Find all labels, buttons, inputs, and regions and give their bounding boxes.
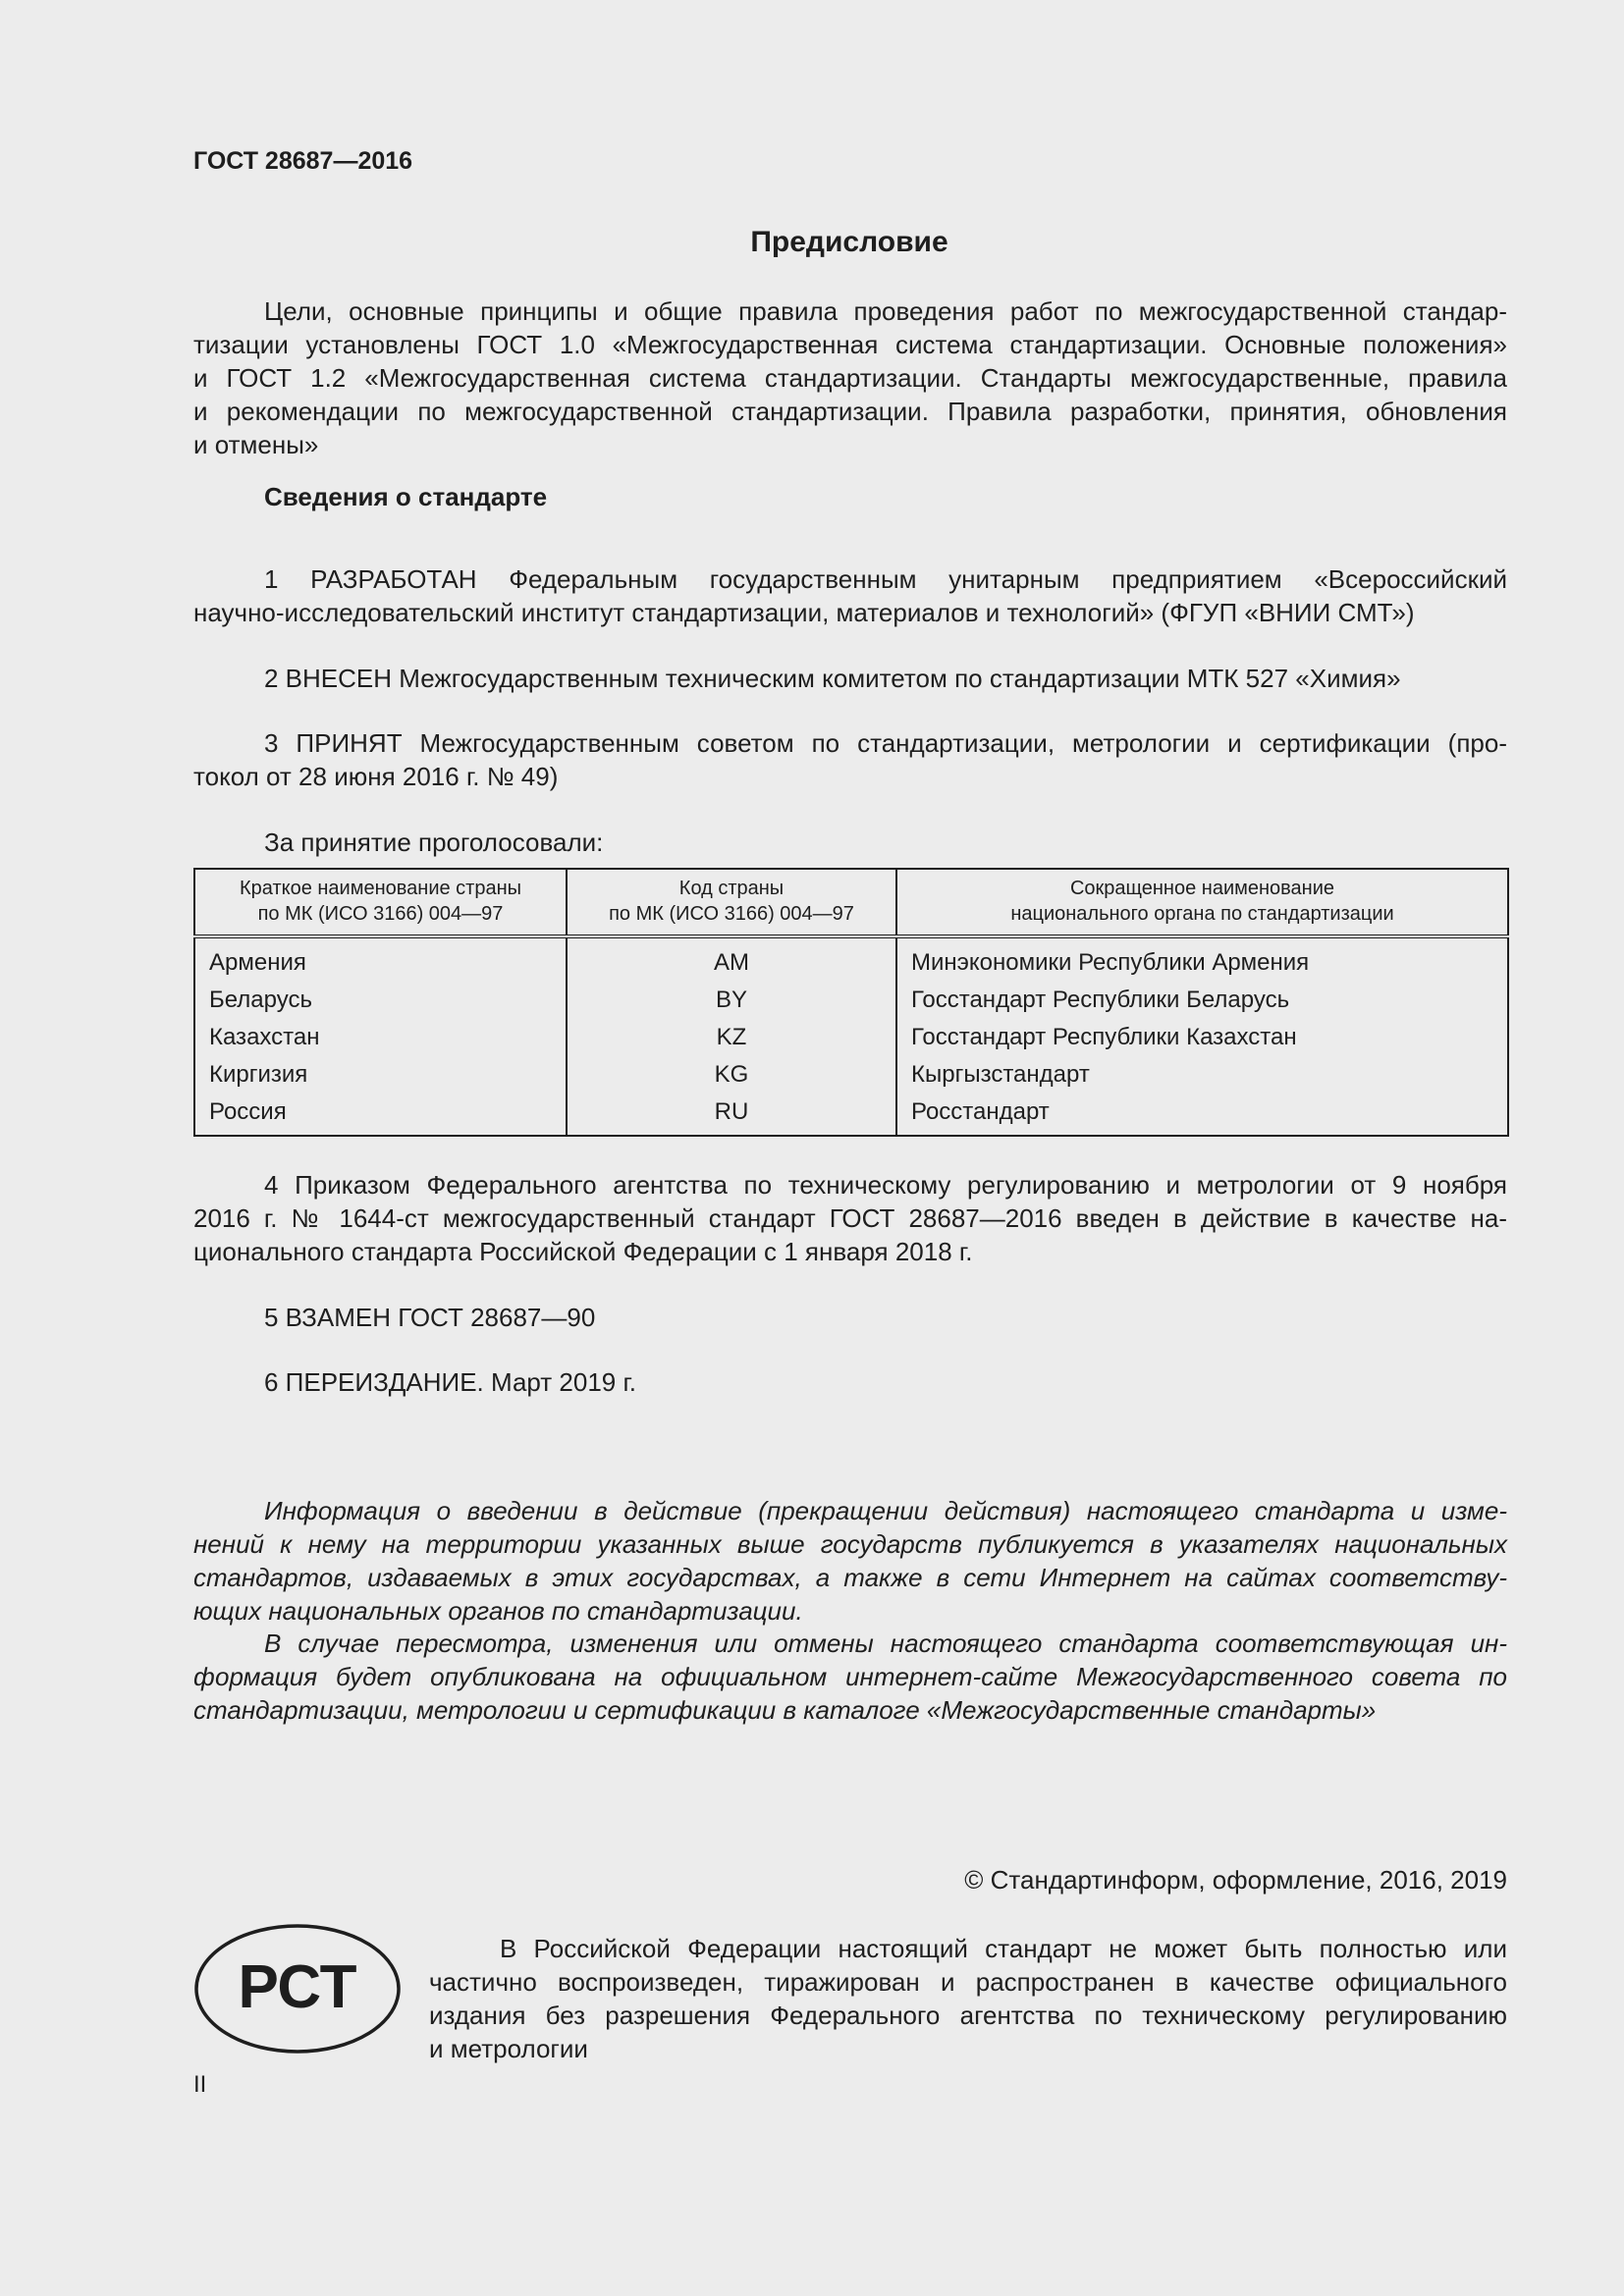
notice-line: ющих национальных органов по стандартизации. <box>193 1596 803 1626</box>
header-standards-body: Сокращенное наименование национального органа по стандартизации <box>896 869 1508 936</box>
country-code: KZ <box>567 1019 896 1056</box>
rights-line: издания без разрешения Федерального агентства по техническому регулированию <box>429 2001 1507 2030</box>
item-4 <box>193 1168 1507 1268</box>
voted-label: За принятие проголосовали: <box>264 828 604 857</box>
copyright-line: © Стандартинформ, оформление, 2016, 2019 <box>964 1865 1507 1895</box>
standards-body: Госстандарт Республики Беларусь <box>896 982 1508 1019</box>
standard-info-heading: Сведения о стандарте <box>264 482 548 511</box>
country-code: AM <box>567 936 896 982</box>
table-row <box>194 1056 1508 1094</box>
notice-line: В случае пересмотра, изменения или отмены настоящего стандарта соответствующая ин- <box>264 1629 1507 1658</box>
item-5-line: 5 ВЗАМЕН ГОСТ 28687—90 <box>264 1303 596 1332</box>
svg-text:РСТ: РСТ <box>238 1953 357 2021</box>
rights-line: В Российской Федерации настоящий стандарт не может быть полностью или <box>500 1934 1507 1963</box>
intro-line: и рекомендации по межгосударственной стандартизации. Правила разработки, принятия, обновления <box>193 397 1507 426</box>
item-1 <box>193 562 1507 629</box>
notice-line: стандартизации, метрологии и сертификации в каталоге «Межгосударственные стандарты» <box>193 1695 1377 1725</box>
intro-line: и ГОСТ 1.2 «Межгосударственная система стандартизации. Стандарты межгосударственные, правила <box>193 363 1507 393</box>
country-code: KG <box>567 1056 896 1094</box>
notice-line: стандартов, издаваемых в этих государствах, а также в сети Интернет на сайтах соответству- <box>193 1563 1507 1592</box>
notice-line: формация будет опубликована на официальном интернет-сайте Межгосударственного совета по <box>193 1662 1507 1691</box>
table-row <box>194 936 1508 982</box>
country-name: Армения <box>194 936 567 982</box>
country-name: Беларусь <box>194 982 567 1019</box>
country-name: Россия <box>194 1094 567 1136</box>
item-1-line: 1 РАЗРАБОТАН Федеральным государственным унитарным предприятием «Всероссийский <box>264 564 1507 594</box>
item-5 <box>193 1301 1507 1334</box>
header-country-name: Краткое наименование страны по МК (ИСО 3166) 004—97 <box>194 869 567 936</box>
header-country-code: Код страны по МК (ИСО 3166) 004—97 <box>567 869 896 936</box>
document-code: ГОСТ 28687—2016 <box>193 147 413 175</box>
page-title: Предисловие <box>750 226 948 258</box>
item-2-line: 2 ВНЕСЕН Межгосударственным техническим комитетом по стандартизации МТК 527 «Химия» <box>264 664 1401 693</box>
item-4-line: 4 Приказом Федерального агентства по техническому регулированию и метрологии от 9 ноября <box>264 1170 1507 1200</box>
rights-line: частично воспроизведен, тиражирован и распространен в качестве официального <box>429 1967 1507 1997</box>
member-states-table <box>193 868 1509 1137</box>
item-1-line: научно-исследовательский институт стандартизации, материалов и технологий» (ФГУП «ВНИИ СМТ») <box>193 598 1415 627</box>
intro-line: и отмены» <box>193 430 319 459</box>
intro-paragraph <box>193 294 1507 461</box>
standards-body: Росстандарт <box>896 1094 1508 1136</box>
standards-body: Минэкономики Республики Армения <box>896 936 1508 982</box>
table-row <box>194 982 1508 1019</box>
standards-body: Госстандарт Республики Казахстан <box>896 1019 1508 1056</box>
item-4-line: 2016 г. № 1644-ст межгосударственный стандарт ГОСТ 28687—2016 введен в действие в качестве на- <box>193 1203 1507 1233</box>
rights-notice <box>429 1932 1507 2065</box>
notice-paragraph-2 <box>193 1627 1507 1727</box>
country-code: RU <box>567 1094 896 1136</box>
rights-line: и метрологии <box>429 2034 588 2063</box>
intro-line: тизации установлены ГОСТ 1.0 «Межгосударственная система стандартизации. Основные положения» <box>193 330 1507 359</box>
country-name: Киргизия <box>194 1056 567 1094</box>
item-6 <box>193 1365 1507 1399</box>
notice-line: Информация о введении в действие (прекращении действия) настоящего стандарта и изме- <box>264 1496 1507 1525</box>
item-3-line: токол от 28 июня 2016 г. № 49) <box>193 762 559 791</box>
country-code: BY <box>567 982 896 1019</box>
notice-line: нений к нему на территории указанных выше государств публикуется в указателях национальных <box>193 1529 1507 1559</box>
rst-logo-icon <box>193 1922 402 2056</box>
standards-body: Кыргызстандарт <box>896 1056 1508 1094</box>
notice-paragraph-1 <box>193 1494 1507 1628</box>
item-3-line: 3 ПРИНЯТ Межгосударственным советом по стандартизации, метрологии и сертификации (про- <box>264 728 1507 758</box>
item-3 <box>193 726 1507 793</box>
country-name: Казахстан <box>194 1019 567 1056</box>
table-row <box>194 1019 1508 1056</box>
table-row <box>194 1094 1508 1136</box>
intro-line: Цели, основные принципы и общие правила проведения работ по межгосударственной стандар- <box>264 296 1507 326</box>
table-header-row <box>194 869 1508 936</box>
item-2 <box>193 662 1507 695</box>
item-6-line: 6 ПЕРЕИЗДАНИЕ. Март 2019 г. <box>264 1367 637 1397</box>
item-4-line: ционального стандарта Российской Федерации с 1 января 2018 г. <box>193 1237 973 1266</box>
page-number: II <box>193 2071 207 2098</box>
